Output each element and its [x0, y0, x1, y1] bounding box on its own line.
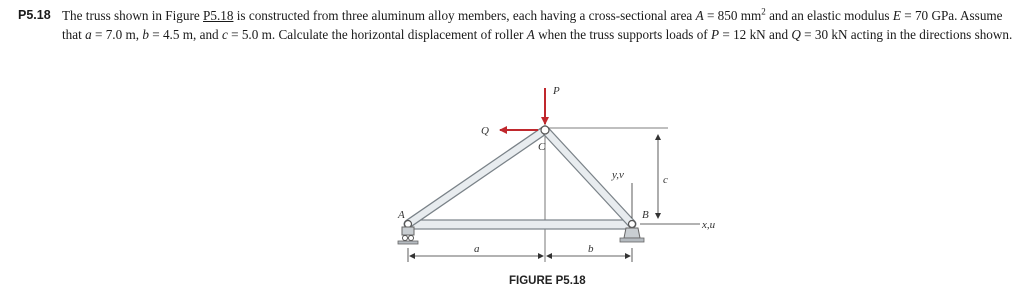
- symbol-E: E: [892, 8, 901, 23]
- text-seg: when the truss supports loads of: [534, 27, 711, 42]
- text-seg: = 7.0 m,: [91, 27, 143, 42]
- text-seg: is constructed from three aluminum alloy members, each having a cross-sectional area: [233, 8, 696, 23]
- symbol-P: P: [711, 27, 720, 42]
- pin-support-B: [620, 228, 644, 242]
- joint-C: [541, 126, 549, 134]
- label-xu: x,u: [702, 219, 716, 231]
- problem-number: P5.18: [18, 8, 51, 22]
- text-seg: = 4.5 m, and: [148, 27, 222, 42]
- label-c: c: [663, 174, 668, 186]
- text-seg: = 70 GPa. Assume that: [62, 8, 1003, 42]
- member-AC: [408, 130, 545, 224]
- label-b: b: [588, 243, 594, 255]
- exponent: 2: [761, 6, 766, 17]
- label-Q: Q: [481, 125, 489, 137]
- text-seg: The truss shown in Figure: [62, 8, 204, 23]
- text-seg: = 850 mm: [703, 8, 762, 23]
- label-P: P: [553, 85, 560, 97]
- figure-caption: FIGURE P5.18: [509, 275, 586, 287]
- symbol-roller-A: A: [526, 27, 535, 42]
- text-seg: and an elastic modulus: [765, 8, 893, 23]
- text-seg: = 30 kN acting in the directions shown.: [800, 27, 1013, 42]
- text-seg: = 5.0 m. Calculate the horizontal displacement of roller: [227, 27, 527, 42]
- text-seg: = 12 kN and: [719, 27, 792, 42]
- symbol-a: a: [85, 27, 92, 42]
- symbol-b: b: [142, 27, 149, 42]
- member-AB: [408, 220, 633, 229]
- label-C: C: [538, 141, 546, 153]
- figure-link[interactable]: P5.18: [203, 8, 234, 23]
- label-A: A: [398, 209, 405, 221]
- label-yv: y,v: [612, 169, 624, 181]
- joint-B: [629, 221, 636, 228]
- symbol-c: c: [221, 27, 228, 42]
- symbol-A: A: [695, 8, 704, 23]
- joint-A: [405, 221, 412, 228]
- label-B: B: [642, 209, 649, 221]
- label-a: a: [474, 243, 480, 255]
- symbol-Q: Q: [791, 27, 801, 42]
